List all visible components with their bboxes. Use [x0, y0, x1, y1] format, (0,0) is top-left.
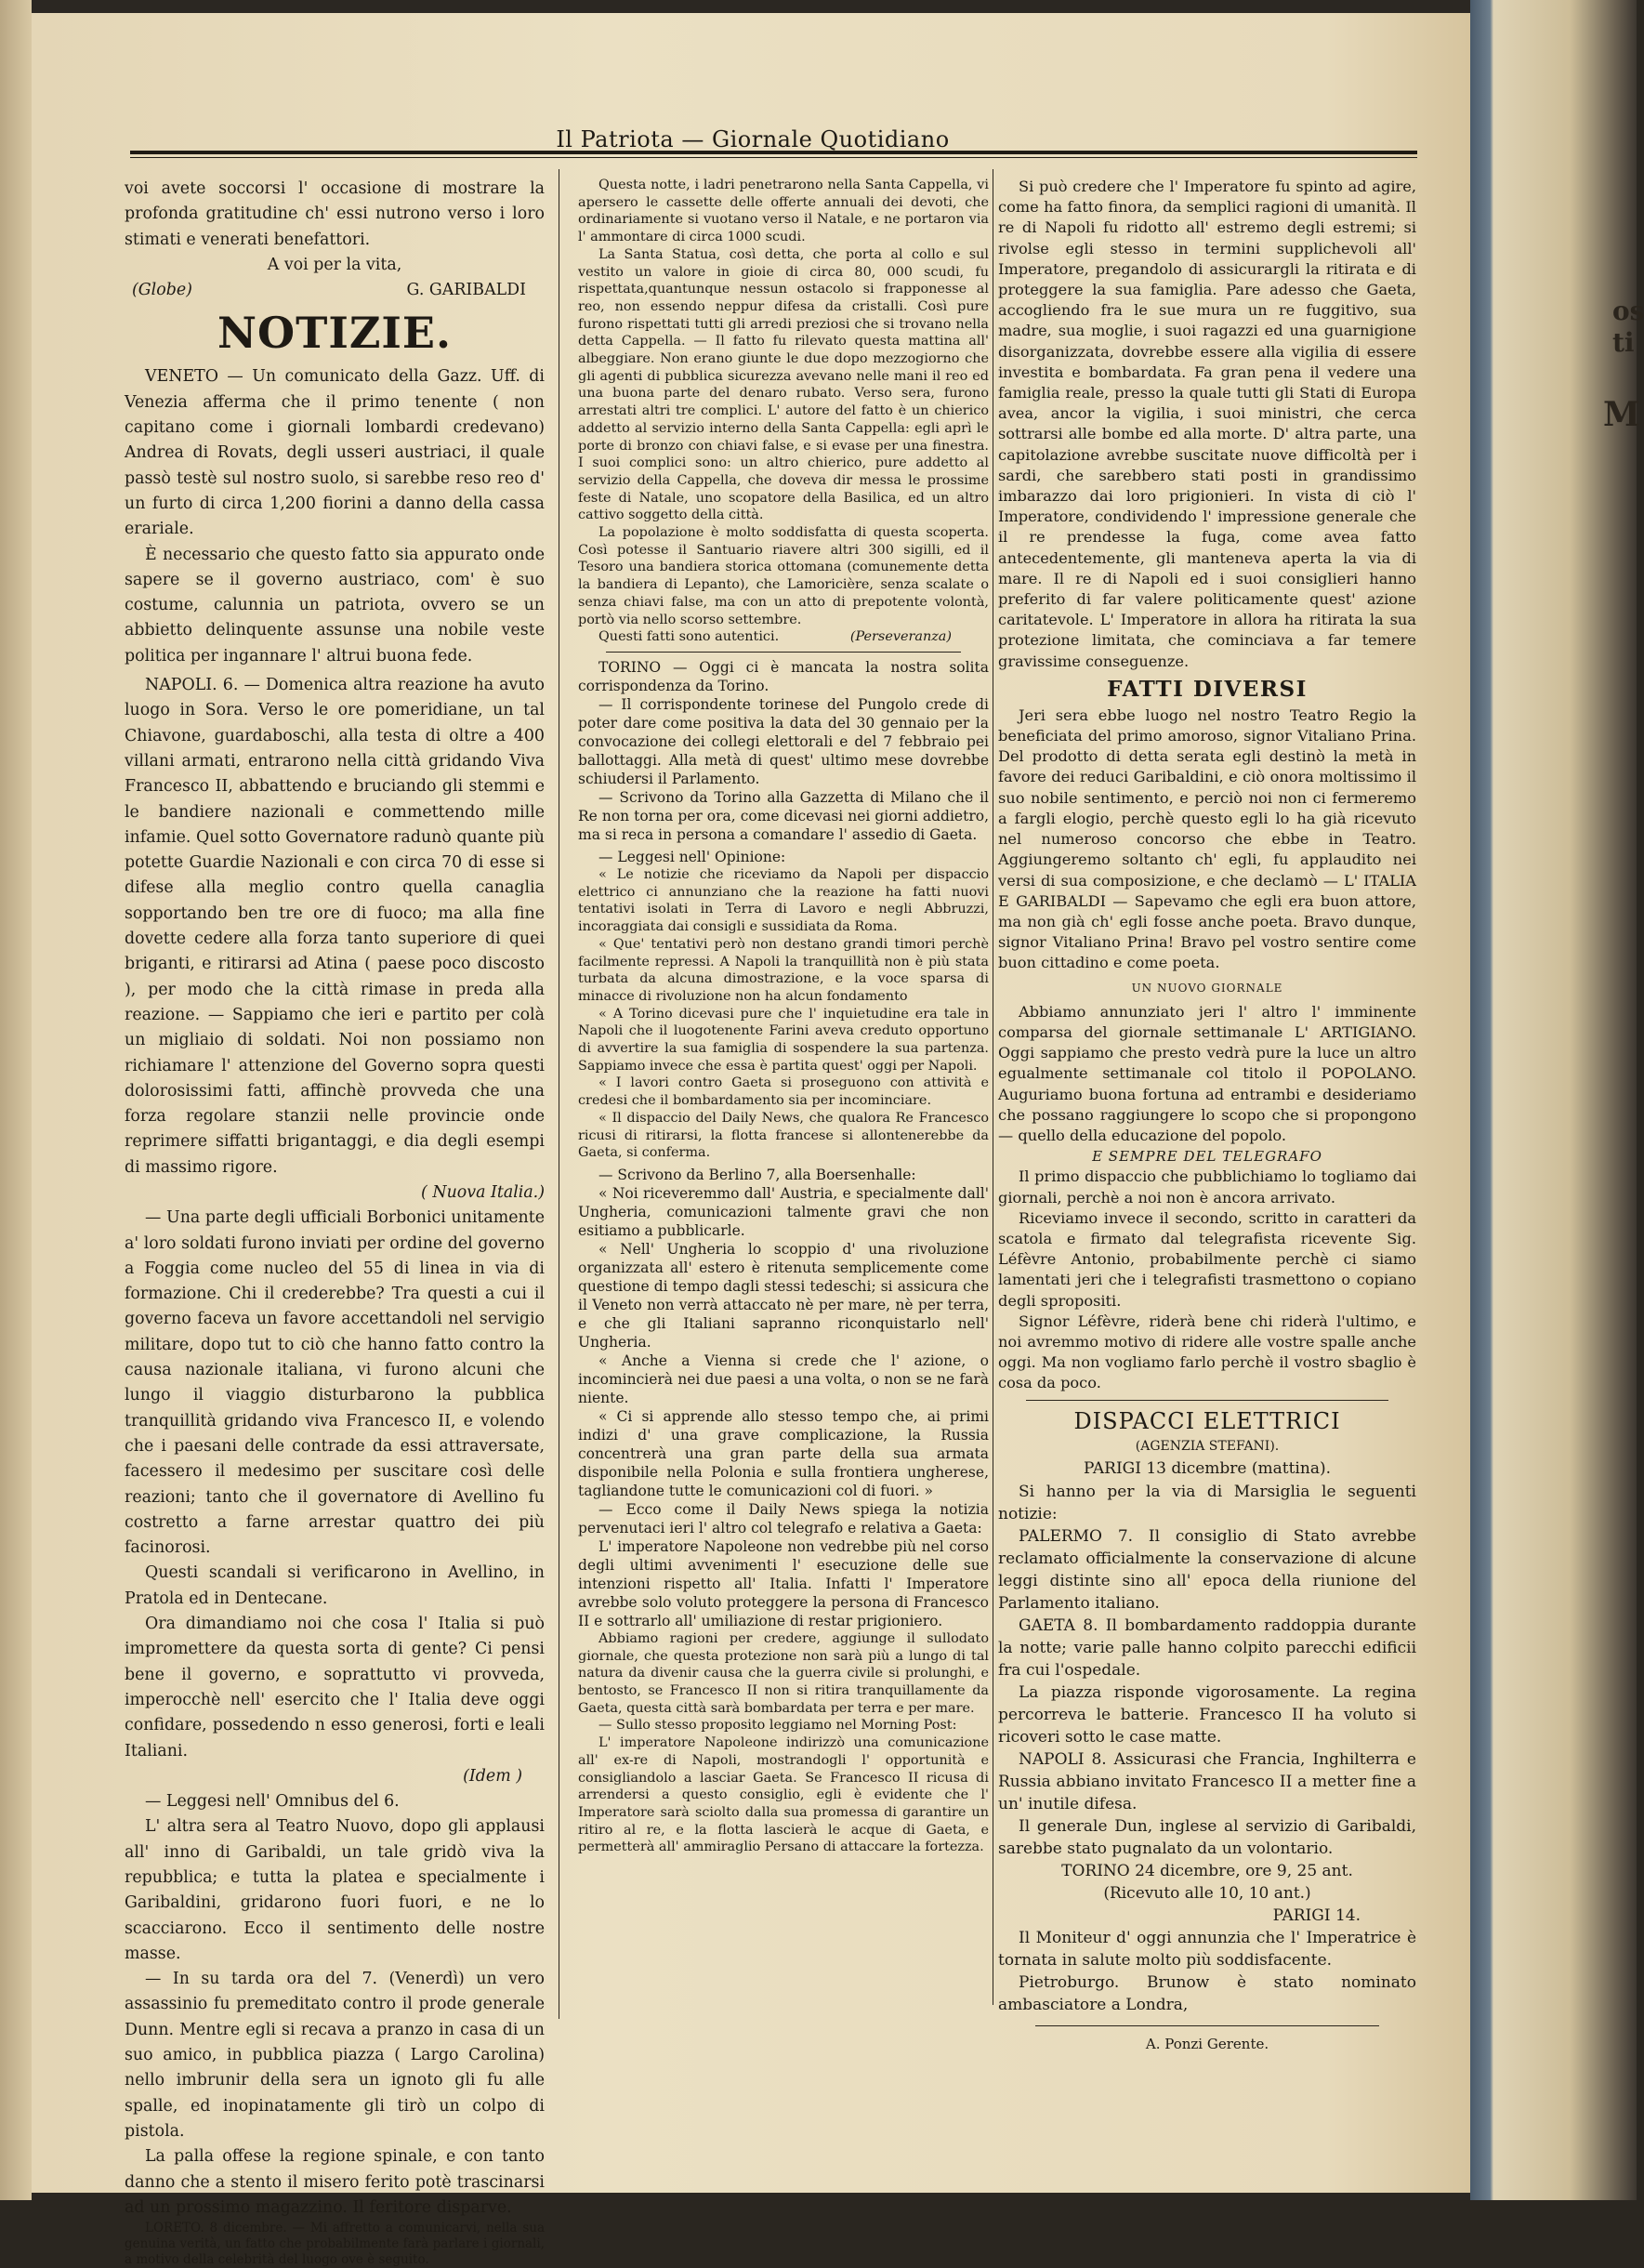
article-paragraph: Abbiamo ragioni per credere, aggiunge il sullodato giornale, che questa protezione non sarà più a lungo di tal natura da divenir causa che la guerra civile si prolunghi, e bentosto, se Francesco II non si ritira tranquillamente da Gaeta, questa città sarà bombardata per terra e per mare. [578, 1630, 989, 1716]
article-closing-text: Questi fatti sono autentici. [598, 629, 780, 645]
article-paragraph: L' imperatore Napoleone indirizzò una comunicazione all' ex-re di Napoli, mostrandogli l' opportunità e consigliandolo a lasciar Gaeta. Se Francesco II ricusa di arrendersi a questo consiglio, egli è evidente che l' Imperatore sarà sciolto dalla sua promessa di garantire un ritiro al re, e la flotta lascierà le acque di Gaeta, e permetterà all' ammiraglio Persano di attaccare la fortezza. [578, 1735, 989, 1855]
article-paragraph: Il primo dispaccio che pubblichiamo lo togliamo dai giornali, perchè a noi non è ancora arrivato. [998, 1167, 1416, 1207]
footer-rule [1035, 2025, 1379, 2026]
edge-glyph-1: os [1612, 296, 1644, 326]
agency-line: (AGENZIA STEFANI). [1135, 1438, 1280, 1454]
subheading-telegrafo: E SEMPRE DEL TELEGRAFO [1092, 1148, 1322, 1166]
dateline-received: (Ricevuto alle 10, 10 ant.) [1103, 1883, 1311, 1903]
article-paragraph: Riceviamo invece il secondo, scritto in caratteri da scatola e firmato dal telegrafista ricevente Sig. Léfèvre Antonio, probabilmente perchè ci siamo lamentati jeri che i telegrafisti trasmettono o copiano degli spropositi. [998, 1208, 1416, 1310]
dateline: PARIGI 13 dicembre (mattina). [1083, 1458, 1331, 1478]
divider [606, 652, 961, 653]
signature-source: (Globe) [132, 281, 192, 300]
article-paragraph: È necessario che questo fatto sia appurato onde sapere se il governo austriaco, com' è suo costume, calunnia un patriota, ovvero se un abbietto delinquente assunse una nobile veste politica per ingannare l' altrui buona fede. [125, 545, 545, 666]
section-heading-fatti-diversi: FATTI DIVERSI [1107, 676, 1308, 702]
dispatch-paragraph: Pietroburgo. Brunow è stato nominato ambasciatore a Londra, [998, 1972, 1416, 2014]
source-credit: (Idem ) [463, 1766, 522, 1786]
dispatch-paragraph: NAPOLI 8. Assicurasi che Francia, Inghilterra e Russia abbiano invitato Francesco II a metter fine a un' inutile difesa. [998, 1749, 1416, 1813]
article-paragraph: Jeri sera ebbe luogo nel nostro Teatro Regio la beneficiata del primo amoroso, signor Vitaliano Prina. Del prodotto di detta serata egli destinò la metà in favore dei reduci Garibaldini, e ciò onora moltissimo il suo nobile sentimento, e perciò noi non ci fermeremo a fargli elogio, perchè questo egli lo ha già ricevuto nel numeroso concorso che ebbe in Teatro. Aggiungeremo soltanto ch' egli, fu applaudito nei versi di sua composizione, e che declamò — L' ITALIA E GARIBALDI — Sapevamo che egli era buon attore, ma non già ch' egli fosse anche poeta. Bravo dunque, signor Vitaliano Prina! Bravo pel vostro sentire come buon cittadino e come poeta. [998, 705, 1416, 972]
article-paragraph: L' imperatore Napoleone non vedrebbe più nel corso degli ultimi avvenimenti l' esecuzione delle sue intenzioni rispetto all' Italia. Infatti l' Imperatore avrebbe solo voluto proteggere la persona di Francesco II e sottrarlo all' umiliazione di restar prigioniero. [578, 1537, 989, 1629]
article-paragraph: La Santa Statua, così detta, che porta al collo e sul vestito un valore in gioie di circa 80, 000 scudi, fu rispettata,quantunque nessun ostacolo si frapponesse al reo, non essendo neppur difesa da cristalli. Così pure furono rispettati tutti gli arredi preziosi che si trovano nella detta Cappella. — Il fatto fu rilevato questa mattina all' albeggiare. Non erano giunte le due dopo mezzogiorno che gli agenti di pubblica sicurezza avevano nelle mani il reo ed una buona parte del denaro rubato. Verso sera, furono arrestati altri tre complici. L' autore del fatto è un chierico addetto al servizio interno della Santa Cappella: egli aprì le porte di bronzo con chiavi false, e si evase per una finestra. I suoi complici sono: un altro chierico, pure addetto al servizio della Cappella, che doveva dir messa le prossime feste di Natale, uno scopatore della Basilica, ed un altro cattivo soggetto della città. [578, 246, 989, 523]
column-2 [578, 177, 989, 1856]
article-paragraph: — Il corrispondente torinese del Pungolo crede di poter dare come positiva la data del 30 gennaio per la convocazione dei collegi elettorali e del 7 febbraio pei ballottaggi. Alla metà di quest' ultimo mese dovrebbe schiudersi il Parlamento. [578, 695, 989, 787]
edge-glyph-2: ti [1612, 327, 1635, 358]
masthead-rule [130, 151, 1417, 154]
article-paragraph: — Leggesi nell' Opinione: [598, 848, 786, 865]
article-paragraph: voi avete soccorsi l' occasione di mostrare la profonda gratitudine ch' essi nutrono verso i loro stimati e venerati benefattori. [125, 179, 545, 249]
column-1 [125, 177, 545, 2268]
subheading-nuovo-giornale: UN NUOVO GIORNALE [1131, 981, 1283, 995]
previous-page-edge [0, 0, 32, 2200]
dispatch-paragraph: Si hanno per la via di Marsiglia le seguenti notizie: [998, 1482, 1416, 1523]
article-paragraph: NAPOLI. 6. — Domenica altra reazione ha avuto luogo in Sora. Verso le ore pomeridiane, un tal Chiavone, guardaboschi, alla testa di oltre a 400 villani armati, entrarono nella città gridando Viva Francesco II, abbattendo e bruciando gli stemmi e le bandiere nazionali e commettendo mille infamie. Quel sotto Governatore radunò quante più potette Guardie Nazionali e con circa 70 di esse si difese alla meglio contro quella canaglia sopportando ben tre ore di fuoco; ma alla fine dovette cedere alla forza tanto superiore di quei briganti, e ritirarsi ad Atina ( paese poco discosto ), per modo che la città rimase in preda alla reazione. — Sappiamo che ieri e partito per colà un migliaio di soldati. Noi non possiamo non richiamare l' attenzione del Governo sopra questi dolorosissimi fatti, affinchè provveda che una forza regolare stanzii nelle provincie onde reprimere siffatti brigantaggi, e dia degli esempi di massimo rigore. [125, 676, 545, 1177]
article-paragraph: — Scrivono da Torino alla Gazzetta di Milano che il Re non torna per ora, come dicevasi nei giorni addietro, ma si reca in persona a comandare l' assedio di Gaeta. [578, 788, 989, 843]
dispatch-paragraph: Il Moniteur d' oggi annunzia che l' Imperatrice è tornata in salute molto più soddisfacente. [998, 1928, 1416, 1970]
source-credit: ( Nuova Italia.) [421, 1182, 545, 1202]
article-paragraph: Si può credere che l' Imperatore fu spinto ad agire, come ha fatto finora, da semplici ragioni di umanità. Il re di Napoli fu ridotto all' estremo degli estremi; si rivolse egli stesso in termini supplichevoli all' Imperatore, pregandolo di assicurargli la ritirata e di proteggere la sua famiglia. Pare adesso che Gaeta, accogliendo fra le sue mura un re fuggitivo, sua madre, sua moglie, i suoi ragazzi ed una guarnigione disorganizzata, dovrebbe essere alla vigilia di essere investita e bombardata. Fa gran pena il vedere una famiglia reale, presso la quale tutti gli Stati di Europa avea, ancor la vigilia, i suoi ministri, che cerca sottrarsi alle bombe ed alla morte. D' altra parte, una capitolazione avrebbe suscitate nuove difficoltà per i sardi, che sarebbero stati posti in grandissimo imbarazzo dai loro prigionieri. In vista di ciò l' Imperatore, condividendo l' impressione generale che il re prendesse la fuga, come avea fatto antecedentemente, gli manteneva aperta la via di mare. Il re di Napoli ed i suoi consiglieri hanno preferito di far valere politicamente quest' azione caritatevole. L' Imperatore in allora ha ritirata la sua protezione limitata, che cominciava a far temere gravissime conseguenze. [998, 178, 1416, 670]
divider [1026, 1400, 1388, 1401]
section-heading-notizie: NOTIZIE. [217, 308, 453, 359]
article-paragraph: Ora dimandiamo noi che cosa l' Italia si può impromettere da questa sorta di gente? Ci pensi bene il governo, e soprattutto vi provveda, imperocchè nell' esercito che l' Italia deve oggi confidare, possedendo n esso generosi, forti e leali Italiani. [125, 1615, 545, 1760]
article-paragraph: Abbiamo annunziato jeri l' altro l' imminente comparsa del giornale settimanale L' ARTIGIANO. Oggi sappiamo che presto vedrà pure la luce un altro egualmente settimanale col titolo il POPOLANO. Auguriamo buona fortuna ad entrambi e desideriamo che possano raggiungere lo scopo che si propongono — quello della educazione del popolo. [998, 1002, 1416, 1144]
article-paragraph: TORINO — Oggi ci è mancata la nostra solita corrispondenza da Torino. [578, 658, 989, 694]
article-paragraph: « Nell' Ungheria lo scoppio d' una rivoluzione organizzata all' estero è ritenuta semplicemente come questione di tempo dagli stessi tedeschi; si assicura che il Veneto non verrà attaccato nè per mare, nè per terra, e che gli Italiani sapranno riconquistarlo nell' Ungheria. [578, 1240, 989, 1351]
editor-signature: A. Ponzi Gerente. [1145, 2035, 1269, 2052]
article-paragraph: « Noi riceveremmo dall' Austria, e specialmente dall' Ungheria, comunicazioni talmente gravi che non esitiamo a pubblicarle. [578, 1184, 989, 1239]
masthead-title: Il Patriota — Giornale Quotidiano [556, 126, 950, 152]
column-3 [998, 177, 1416, 2054]
article-paragraph: — Ecco come il Daily News spiega la notizia pervenutaci ieri l' altro col telegrafo e relativa a Gaeta: [578, 1500, 989, 1536]
article-paragraph: Questi scandali si verificarono in Avellino, in Pratola ed in Dentecane. [125, 1563, 545, 1608]
article-paragraph: — Leggesi nell' Omnibus del 6. [145, 1792, 400, 1812]
dispatch-paragraph: Il generale Dun, inglese al servizio di Garibaldi, sarebbe stato pugnalato da un volontario. [998, 1816, 1416, 1858]
article-paragraph: « Le notizie che riceviamo da Napoli per dispaccio elettrico ci annunziano che la reazione ha fatti nuovi tentativi isolati in Terra di Lavoro e negli Abbruzzi, incoraggiata dai consigli e sussidiata da Roma. [578, 866, 989, 935]
section-heading-dispacci: DISPACCI ELETTRICI [1073, 1407, 1341, 1434]
article-paragraph: « Anche a Vienna si crede che l' azione, o incomincierà nei due paesi a una volta, o non se ne farà niente. [578, 1352, 989, 1406]
dateline: TORINO 24 dicembre, ore 9, 25 ant. [1061, 1861, 1353, 1880]
article-paragraph: La palla offese la regione spinale, e con tanto danno che a stento il misero ferito potè trascinarsi ad un prossimo magazzino. Il feritore disparve. [125, 2147, 545, 2217]
article-paragraph: — Sullo stesso proposito leggiamo nel Morning Post: [598, 1718, 957, 1734]
closing-line: A voi per la vita, [267, 255, 402, 274]
dispatch-paragraph: GAETA 8. Il bombardamento raddoppia durante la notte; varie palle hanno colpito parecchi edificii fra cui l'ospedale. [998, 1615, 1416, 1680]
article-paragraph: « Il dispaccio del Daily News, che qualora Re Francesco ricusi di ritirarsi, la flotta francese si allontenerebbe da Gaeta, si conferma. [578, 1110, 989, 1161]
article-paragraph: « I lavori contro Gaeta si proseguono con attività e credesi che il bombardamento sia per incominciare. [578, 1075, 989, 1109]
source-credit: (Perseveranza) [849, 629, 952, 645]
article-paragraph: Signor Léfèvre, riderà bene chi riderà l'ultimo, e noi avremmo motivo di ridere alle vostre spalle anche oggi. Ma non vogliamo farlo perchè il vostro sbaglio è cosa da poco. [998, 1312, 1416, 1392]
signature-line [125, 278, 545, 303]
article-paragraph: « Ci si apprende allo stesso tempo che, ai primi indizi d' una grave complicazione, la Russia concentrerà una gran parte della sua armata disponibile nella Polonia e sulla frontiera ungherese, tagliandone tutte le comunicazioni col di fuori. » [578, 1407, 989, 1499]
masthead-rule-thin [130, 157, 1417, 158]
article-paragraph: VENETO — Un comunicato della Gazz. Uff. di Venezia afferma che il primo tenente ( non capitano come i giornali lombardi credevano) Andrea di Rovats, degli usseri austriaci, il quale passò testè sul nostro suolo, si sarebbe reso reo d' un furto di circa 1,200 fiorini a danno della cassa erariale. [125, 367, 545, 539]
article-paragraph: LORETO. 8 dicembre. — Mi affretto a comunicarvi, nella sua genuina verità, un fatto che probabilmente farà parlare i giornali, a motivo della celebrità del luogo ove è seguito. [125, 2221, 545, 2268]
article-closing [578, 628, 989, 646]
article-paragraph: — Una parte degli ufficiali Borbonici unitamente a' loro soldati furono inviati per ordine del governo a Foggia come nucleo del 55 di linea in via di formazione. Chi il crederebbe? Tra questi a cui il governo faceva un favore accettandoli nel servigio militare, dopo tut to ciò che hanno fatto contro la causa nazionale italiana, vi furono alcuni che lungo il viaggio disturbarono la pubblica tranquillità gridando viva Francesco II, e volendo che i paesani delle contrade da essi attraversate, facessero il medesimo per suscitare così delle reazioni; tanto che il governatore di Avellino fu costretto a farne arrestar quattro dei più facinorosi. [125, 1208, 545, 1558]
dispatch-paragraph: La piazza risponde vigorosamente. La regina percorreva le batterie. Francesco II ha voluto si ricoveri sotto le case matte. [998, 1682, 1416, 1747]
dateline: PARIGI 14. [1272, 1905, 1361, 1925]
article-paragraph: — Scrivono da Berlino 7, alla Boersenhalle: [598, 1166, 916, 1183]
article-paragraph: La popolazione è molto soddisfatta di questa scoperta. Così potesse il Santuario riavere altri 300 sigilli, ed il Tesoro una bandiera storica ottomana (comunemente detta la bandiera di Lepanto), che Lamoricière, senza scalate o senza chiavi false, ma con un atto di prepotente volontà, portò via nello scorso settembre. [578, 525, 989, 627]
article-paragraph: — In su tarda ora del 7. (Venerdì) un vero assassinio fu premeditato contro il prode generale Dunn. Mentre egli si recava a pranzo in casa di un suo amico, in pubblica piazza ( Largo Carolina) nello imbrunir della sera un ignoto gli fu alle spalle, ed inopinatamente gli tirò un colpo di pistola. [125, 1970, 545, 2141]
article-paragraph: Questa notte, i ladri penetrarono nella Santa Cappella, vi apersero le cassette delle offerte annuali dei devoti, che ordinariamente si vuotano verso il Natale, e ne portaron via l' ammontare di circa 1000 scudi. [578, 178, 989, 245]
signature-name: G. GARIBALDI [406, 281, 526, 300]
edge-glyph-3: M [1603, 395, 1640, 434]
article-paragraph: « A Torino dicevasi pure che l' inquietudine era tale in Napoli che il luogotenente Farini aveva creduto opportuno di avvertire la sua famiglia di sospendere la sua partenza. Sappiamo invece che essa è partita quest' oggi per Napoli. [578, 1006, 989, 1074]
article-paragraph: L' altra sera al Teatro Nuovo, dopo gli applausi all' inno di Garibaldi, un tale gridò viva la repubblica; e tutta la platea e specialmente i Garibaldini, gridarono fuori fuori, e ne lo scacciarono. Ecco il sentimento delle nostre masse. [125, 1817, 545, 1963]
article-paragraph: « Que' tentativi però non destano grandi timori perchè facilmente repressi. A Napoli la tranquillità non è più stata turbata da alcuna dimostrazione, e la voce sparsa di minacce di rivoluzione non ha alcun fondamento [578, 936, 989, 1004]
dispatch-paragraph: PALERMO 7. Il consiglio di Stato avrebbe reclamato officialmente la conservazione di alcune leggi distinte sino all' epoca della riunione del Parlamento italiano. [998, 1526, 1416, 1613]
